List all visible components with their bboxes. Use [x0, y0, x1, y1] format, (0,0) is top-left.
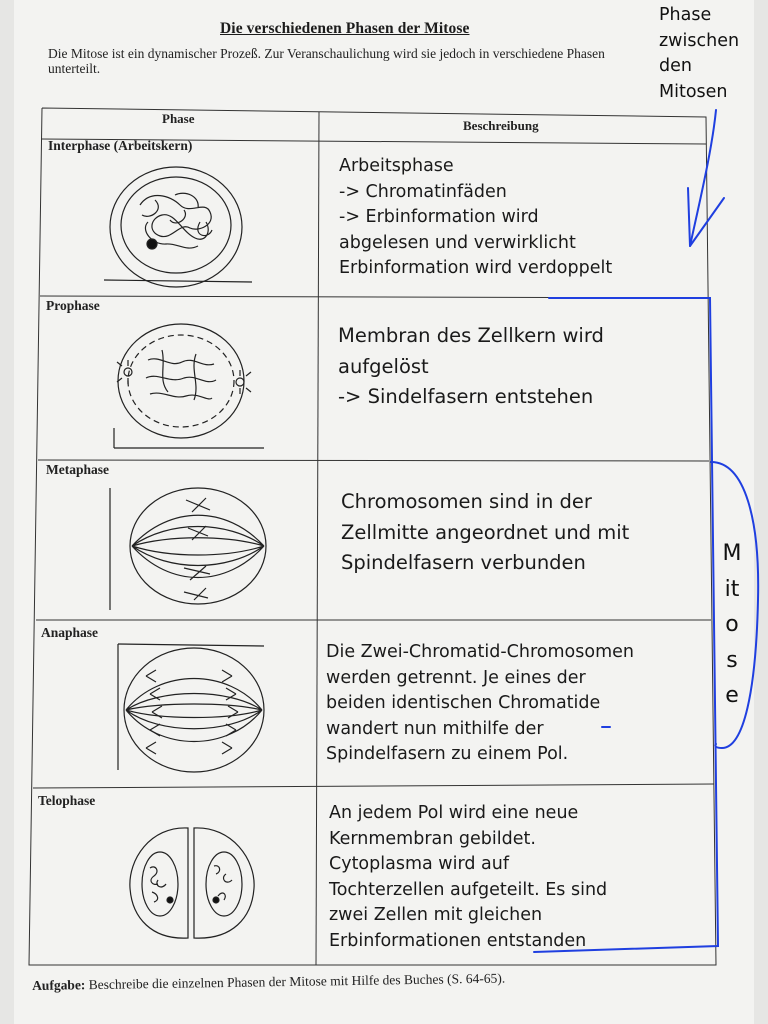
answer-telophase: An jedem Pol wird eine neue Kernmembran gebildet. Cytoplasma wird auf Tochterzellen aufgeteilt. Es sind zwei Zellen mit gleichen Erbinformationen entstanden: [329, 803, 608, 951]
mitose-label: M it o s e: [722, 541, 742, 708]
column-header-description: Beschreibung: [463, 118, 539, 133]
answer-anaphase: Die Zwei-Chromatid-Chromosomen werden getrennt. Je eines der beiden identischen Chromatide wandert nun mithilfe der Spindelfasern zu einem Pol.: [326, 642, 634, 764]
intro-text: Die Mitose ist ein dynamischer Prozeß. Zur Veranschaulichung wird sie jedoch in verschiedene Phasen unterteilt.: [48, 46, 605, 76]
row-line-2: [38, 460, 709, 461]
answer-prophase: Membran des Zellkern wird aufgelöst -> Sindelfasern entstehen: [338, 324, 604, 408]
task-text: Beschreibe die einzelnen Phasen der Mitose mit Hilfe des Buches (S. 64-65).: [88, 970, 506, 993]
prophase-cell-drawing: [114, 324, 264, 448]
metaphase-cell-drawing: [110, 488, 266, 610]
telophase-cell-drawing: [130, 828, 254, 938]
phase-label-telophase: Telophase: [38, 793, 96, 808]
task-label: Aufgabe:: [32, 977, 86, 993]
phase-label-interphase: Interphase (Arbeitskern): [48, 138, 193, 153]
arrow-shaft: [690, 110, 716, 246]
anaphase-cell-drawing: [118, 644, 264, 772]
phase-label-metaphase: Metaphase: [46, 462, 109, 477]
interphase-cell-drawing: [104, 167, 252, 287]
column-divider: [316, 112, 319, 965]
answer-metaphase: Chromosomen sind in der Zellmitte angeordnet und mit Spindelfasern verbunden: [341, 490, 630, 574]
column-header-phase: Phase: [162, 111, 195, 126]
answer-interphase: Arbeitsphase -> Chromatinfäden -> Erbinformation wird abgelesen und verwirklicht Erbinformation wird verdoppelt: [339, 156, 613, 278]
side-note: Phase zwischen den Mitosen: [659, 5, 740, 102]
phase-label-prophase: Prophase: [46, 298, 100, 313]
worksheet-title: Die verschiedenen Phasen der Mitose: [220, 20, 470, 37]
phase-label-anaphase: Anaphase: [41, 625, 99, 640]
arrow-head: [688, 188, 724, 246]
row-line-4: [33, 784, 714, 788]
